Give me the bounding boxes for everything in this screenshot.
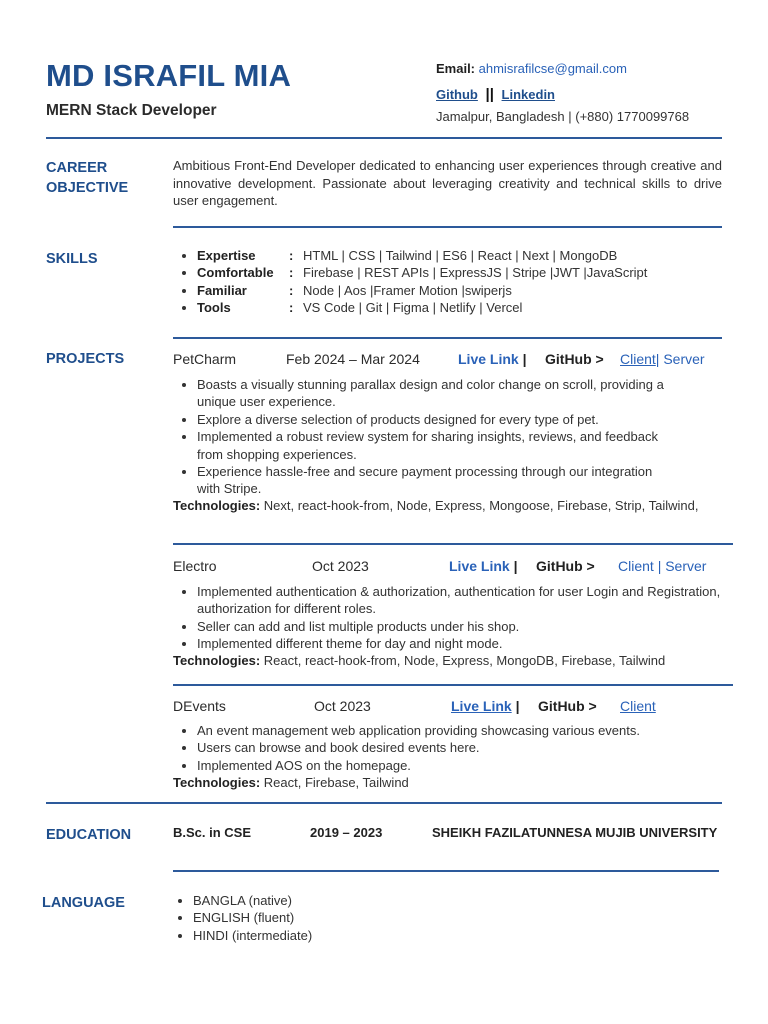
projects-heading: PROJECTS <box>46 351 125 367</box>
tech-label: Technologies: <box>173 775 261 790</box>
list-item: • Users can browse and book desired events here. <box>197 739 737 756</box>
header-divider <box>46 137 722 139</box>
profile-links-row <box>436 86 555 103</box>
career-heading-line2: OBJECTIVE <box>46 180 129 196</box>
live-link[interactable]: Live Link <box>451 698 512 714</box>
skill-key: • Familiar <box>197 282 247 298</box>
list-item: • Experience hassle-free and secure payment processing through our integration with Stripe. <box>197 463 667 498</box>
education-heading: EDUCATION <box>46 827 132 843</box>
skill-value: VS Code | Git | Figma | Netlify | Vercel <box>303 300 523 316</box>
location-phone: Jamalpur, Bangladesh | (+880) 1770099768 <box>436 109 690 124</box>
skills-heading: SKILLS <box>46 251 98 267</box>
skills-list <box>175 247 745 317</box>
skill-key: • Tools <box>197 300 231 316</box>
email-label: Email: <box>436 61 476 76</box>
link-separator: | <box>657 558 662 574</box>
tech-value: React, Firebase, Tailwind <box>263 775 409 790</box>
skill-colon: : <box>289 248 294 263</box>
list-item: • BANGLA (native) <box>193 892 493 909</box>
job-title: MERN Stack Developer <box>46 102 217 119</box>
list-item: • Implemented authentication & authorization, authentication for user Login and Registration, authorization for different roles. <box>197 583 732 618</box>
github-label: GitHub > <box>538 698 597 714</box>
skill-value: HTML | CSS | Tailwind | ES6 | React | Next | MongoDB <box>303 248 618 263</box>
skill-value: Firebase | REST APIs | ExpressJS | Stripe |JWT |JavaScript <box>303 265 648 281</box>
server-link[interactable]: Server <box>663 351 705 367</box>
skill-key: • Expertise <box>197 248 256 263</box>
list-item: • An event management web application providing showcasing various events. <box>197 722 737 739</box>
link-separator: | <box>513 558 518 574</box>
education-years: 2019 – 2023 <box>310 825 383 840</box>
skill-colon: : <box>289 282 294 298</box>
project-bullets <box>175 376 667 498</box>
project-technologies <box>173 774 713 791</box>
list-item: • Explore a diverse selection of products designed for every type of pet. <box>197 411 667 428</box>
skill-value: Node | Aos |Framer Motion |swiperjs <box>303 282 512 298</box>
career-objective-heading <box>46 158 128 198</box>
client-link[interactable]: Client <box>620 351 656 367</box>
tech-value: React, react-hook-from, Node, Express, MongoDB, Firebase, Tailwind <box>263 653 666 668</box>
skill-key: • Comfortable <box>197 265 274 281</box>
link-separator: | <box>655 351 660 367</box>
project-technologies <box>173 497 713 514</box>
project-name: Electro <box>173 558 217 574</box>
skill-item <box>197 247 745 264</box>
project-technologies <box>173 652 733 669</box>
skill-colon: : <box>289 300 294 316</box>
skill-item <box>197 299 745 316</box>
language-list <box>171 892 493 944</box>
live-link[interactable]: Live Link <box>449 558 510 574</box>
skill-colon: : <box>289 265 294 281</box>
project-divider <box>173 684 733 686</box>
project-bullets <box>175 583 732 653</box>
skill-item <box>197 264 745 281</box>
tech-label: Technologies: <box>173 653 261 668</box>
live-link[interactable]: Live Link <box>458 351 519 367</box>
client-link[interactable]: Client <box>620 698 656 714</box>
github-label: GitHub > <box>545 351 604 367</box>
github-link[interactable]: Github <box>436 87 478 102</box>
project-date: Feb 2024 – Mar 2024 <box>286 351 420 367</box>
github-label: GitHub > <box>536 558 595 574</box>
list-item: • ENGLISH (fluent) <box>193 909 493 926</box>
education-university: SHEIKH FAZILATUNNESA MUJIB UNIVERSITY <box>432 825 718 840</box>
email-link[interactable]: ahmisrafilcse@gmail.com <box>478 61 627 76</box>
project-date: Oct 2023 <box>314 698 371 714</box>
skills-divider <box>173 337 722 339</box>
education-divider <box>173 870 719 872</box>
project-name: DEvents <box>173 698 226 714</box>
link-separator: | <box>522 351 527 367</box>
email-row <box>436 61 627 76</box>
list-item: • Implemented different theme for day and night mode. <box>197 635 732 652</box>
project-name: PetCharm <box>173 351 237 367</box>
project-divider <box>173 543 733 545</box>
list-item: • Implemented AOS on the homepage. <box>197 757 737 774</box>
project-date: Oct 2023 <box>312 558 369 574</box>
list-item: • Seller can add and list multiple products under his shop. <box>197 618 732 635</box>
linkedin-link[interactable]: Linkedin <box>501 87 555 102</box>
career-objective-text: Ambitious Front-End Developer dedicated to enhancing user experiences through creative and innovative development. Passionate about leveraging creativity and technical skills to drive user engagement. <box>173 158 722 208</box>
candidate-name: MD ISRAFIL MIA <box>46 58 292 93</box>
list-item: • Boasts a visually stunning parallax design and color change on scroll, providing a unique user experience. <box>197 376 667 411</box>
links-separator: || <box>485 86 494 103</box>
project-bullets <box>175 722 737 774</box>
tech-value: Next, react-hook-from, Node, Express, Mongoose, Firebase, Strip, Tailwind, <box>263 498 699 513</box>
list-item: • HINDI (intermediate) <box>193 927 493 944</box>
list-item: • Implemented a robust review system for sharing insights, reviews, and feedback from shopping experiences. <box>197 428 667 463</box>
client-link[interactable]: Client <box>618 558 654 574</box>
skill-item <box>197 282 745 299</box>
server-link[interactable]: Server <box>665 558 707 574</box>
link-separator: | <box>515 698 520 714</box>
career-heading-line1: CAREER <box>46 160 108 176</box>
language-heading: LANGUAGE <box>42 895 125 911</box>
projects-divider <box>46 802 722 804</box>
career-divider <box>173 226 722 228</box>
tech-label: Technologies: <box>173 498 261 513</box>
education-degree: B.Sc. in CSE <box>173 825 252 840</box>
